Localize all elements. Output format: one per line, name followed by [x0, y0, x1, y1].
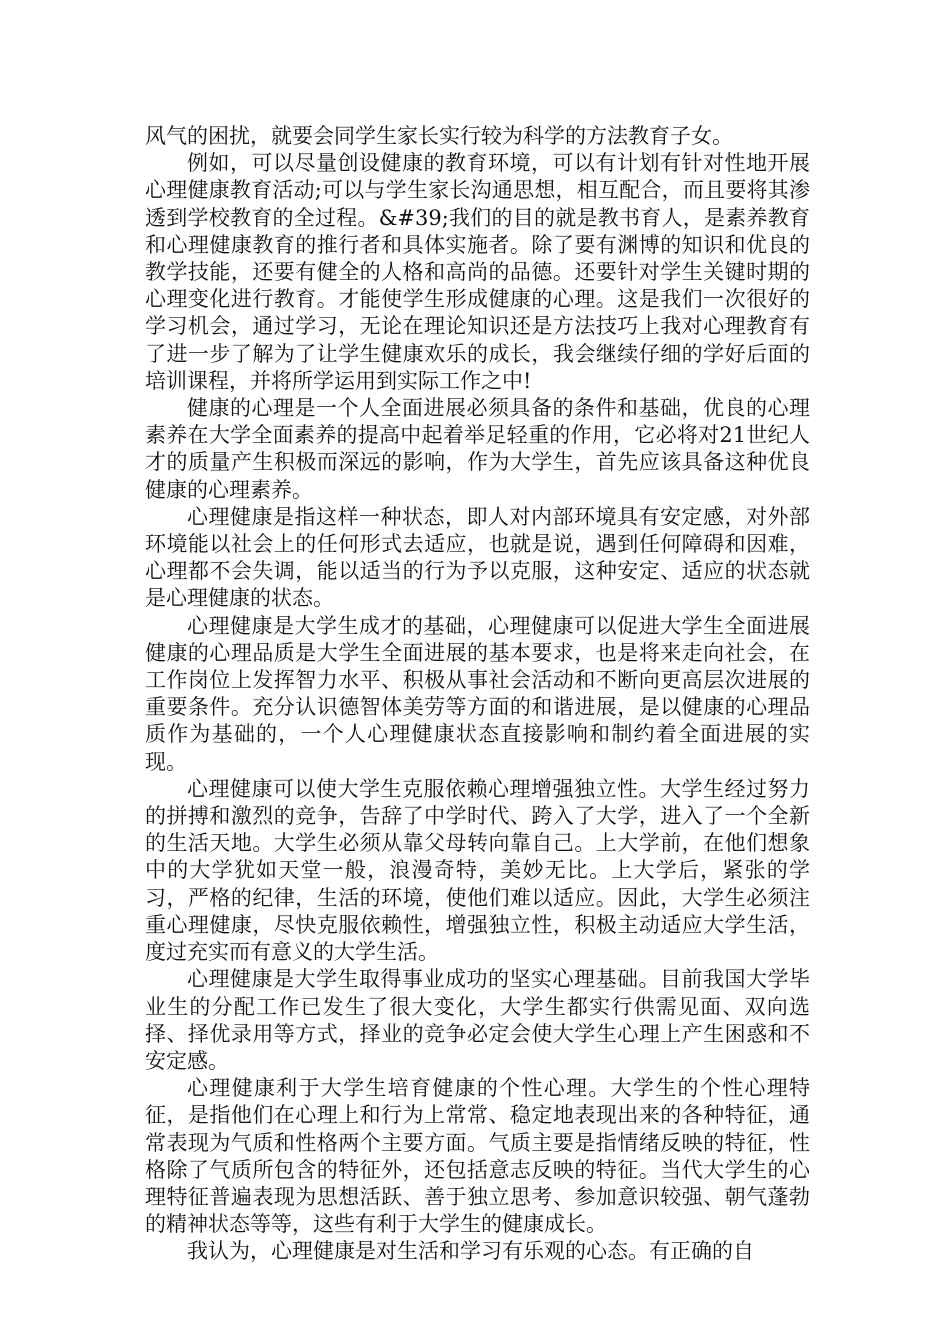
paragraph-3: 健康的心理是一个人全面进展必须具备的条件和基础，优良的心理素养在大学全面素养的提高中起着举足轻重的作用，它必将对21世纪人才的质量产生积极而深远的影响，作为大学生，首先应该具备这种优良健康的心理素养。 — [145, 396, 810, 502]
paragraph-9: 我认为，心理健康是对生活和学习有乐观的心态。有正确的自 — [187, 1239, 754, 1264]
paragraph-1: 风气的困扰，就要会同学生家长实行较为科学的方法教育子女。 — [145, 124, 733, 148]
document-body — [145, 123, 810, 1266]
paragraph-5: 心理健康是大学生成才的基础，心理健康可以促进大学生全面进展健康的心理品质是大学生全面进展的基本要求，也是将来走向社会，在工作岗位上发挥智力水平、积极从事社会活动和不断向更高层次进展的重要条件。充分认识德智体美劳等方面的和谐进展，是以健康的心理品质作为基础的，一个人心理健康状态直接影响和制约着全面进展的实现。 — [145, 613, 810, 774]
paragraph-6: 心理健康可以使大学生克服依赖心理增强独立性。大学生经过努力的拼搏和激烈的竞争，告辞了中学时代、跨入了大学，进入了一个全新的生活天地。大学生必须从靠父母转向靠自己。上大学前，在他们想象中的大学犹如天堂一般，浪漫奇特，美妙无比。上大学后，紧张的学习，严格的纪律，生活的环境，使他们难以适应。因此，大学生必须注重心理健康，尽快克服依赖性，增强独立性，积极主动适应大学生活，度过充实而有意义的大学生活。 — [145, 776, 810, 965]
paragraph-4: 心理健康是指这样一种状态，即人对内部环境具有安定感，对外部环境能以社会上的任何形式去适应，也就是说，遇到任何障碍和因难，心理都不会失调，能以适当的行为予以克服，这种安定、适应的状态就是心理健康的状态。 — [145, 504, 810, 611]
paragraph-2: 例如，可以尽量创设健康的教育环境，可以有计划有针对性地开展心理健康教育活动;可以与学生家长沟通思想，相互配合，而且要将其渗透到学校教育的全过程。&#39;我们的目的就是教书育人，是素养教育和心理健康教育的推行者和具体实施者。除了要有渊博的知识和优良的教学技能，还要有健全的人格和高尚的品德。还要针对学生关键时期的心理变化进行教育。才能使学生形成健康的心理。这是我们一次很好的学习机会，通过学习，无论在理论知识还是方法技巧上我对心理教育有了进一步了解为了让学生健康欢乐的成长，我会继续仔细的学好后面的培训课程，并将所学运用到实际工作之中! — [145, 151, 810, 393]
paragraph-7: 心理健康是大学生取得事业成功的坚实心理基础。目前我国大学毕业生的分配工作已发生了很大变化，大学生都实行供需见面、双向选择、择优录用等方式，择业的竞争必定会使大学生心理上产生困惑和不安定感。 — [145, 967, 810, 1073]
paragraph-8: 心理健康利于大学生培育健康的个性心理。大学生的个性心理特征，是指他们在心理上和行为上常常、稳定地表现出来的各种特征，通常表现为气质和性格两个主要方面。气质主要是指情绪反映的特征，性格除了气质所包含的特征外，还包括意志反映的特征。当代大学生的心理特征普遍表现为思想活跃、善于独立思考、参加意识较强、朝气蓬勃的精神状态等等，这些有利于大学生的健康成长。 — [145, 1076, 810, 1237]
